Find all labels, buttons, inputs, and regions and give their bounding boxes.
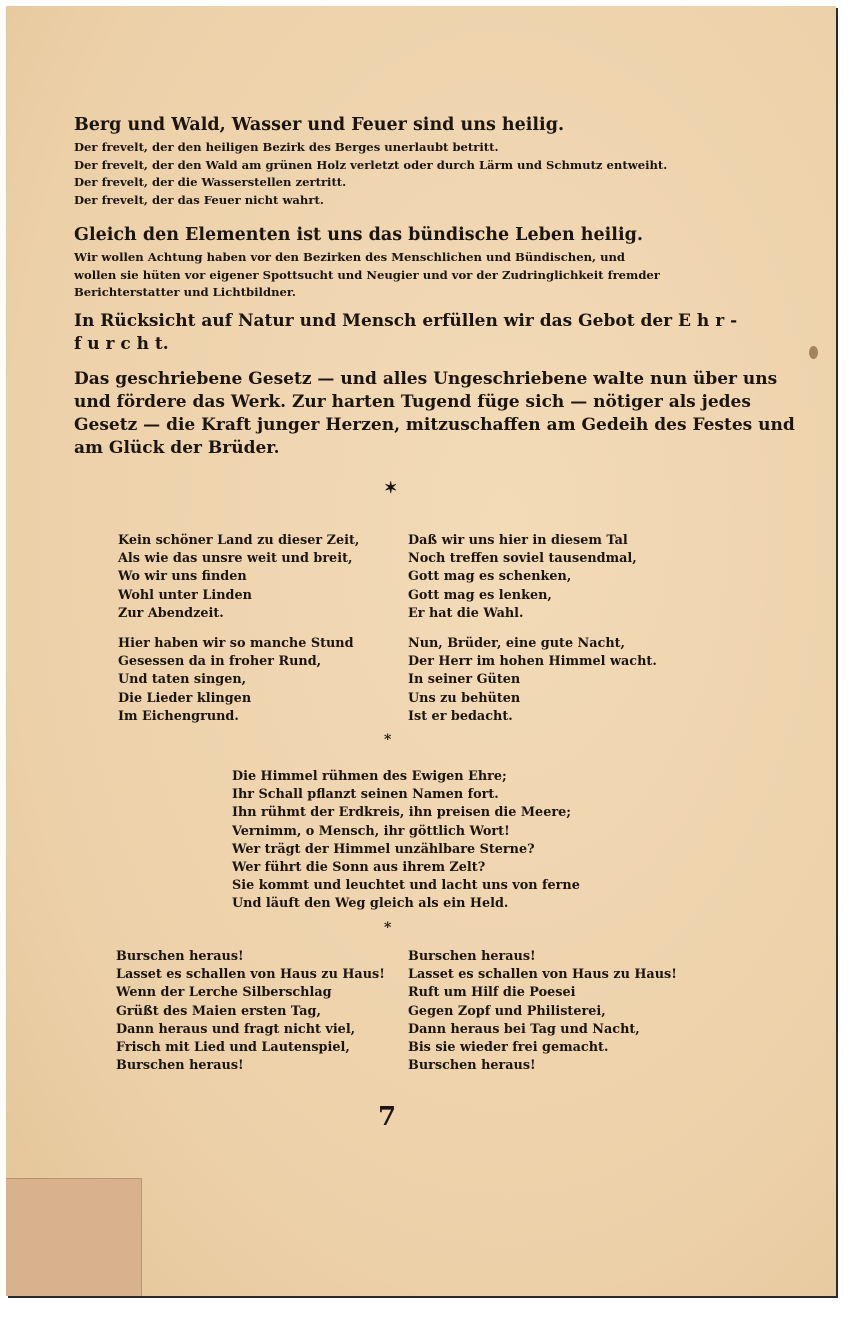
verse-line: Wenn der Lerche Silberschlag [116, 985, 332, 1001]
page-number: 7 [378, 1102, 397, 1132]
song1-left-column [118, 532, 359, 726]
verse-line: Gesessen da in froher Rund, [118, 654, 322, 670]
verse-line: Ist er bedacht. [408, 708, 513, 724]
section-respect [74, 310, 738, 356]
verse-line: Hier haben wir so manche Stund [118, 636, 354, 652]
text-line: am Glück der Brüder. [74, 438, 280, 458]
verse-line: Im Eichengrund. [118, 708, 239, 724]
section-heading: Berg und Wald, Wasser und Feuer sind uns heilig. [74, 115, 565, 135]
verse-line: Wo wir uns finden [118, 569, 247, 585]
section-community [74, 224, 714, 302]
verse-line: Burschen heraus! [408, 949, 536, 964]
verse-line: Grüßt des Maien ersten Tag, [116, 1003, 321, 1019]
text-line: Der frevelt, der den Wald am grünen Holz verletzt oder durch Lärm und Schmutz entweiht. [74, 157, 668, 172]
verse-line: Zur Abendzeit. [118, 605, 224, 621]
text-line: Der frevelt, der die Wasserstellen zertritt. [74, 175, 347, 189]
section-law [74, 368, 795, 460]
verse-line: Als wie das unsre weit und breit, [118, 551, 353, 567]
text-line: wollen sie hüten vor eigener Spottsucht und Neugier und vor der Zudringlichkeit fremder [74, 267, 660, 282]
verse-line: Lasset es schallen von Haus zu Haus! [408, 967, 677, 983]
text-line: f u r c h t. [74, 334, 169, 354]
text-line: In Rücksicht auf Natur und Mensch erfüllen wir das Gebot der E h r - [74, 311, 738, 331]
section-heading: Gleich den Elementen ist uns das bündische Leben heilig. [74, 225, 643, 245]
verse-line: Uns zu behüten [408, 690, 521, 706]
verse-line: Gott mag es schenken, [408, 569, 572, 585]
verse-line: Gott mag es lenken, [408, 587, 552, 603]
verse-line: Kein schöner Land zu dieser Zeit, [118, 533, 360, 548]
verse-line: Dann heraus und fragt nicht viel, [116, 1021, 356, 1037]
verse-line: Bis sie wieder frei gemacht. [408, 1040, 609, 1056]
verse-line: Ihn rühmt der Erdkreis, ihn preisen die Meere; [232, 805, 571, 821]
separator-star: ✶ [384, 478, 398, 497]
separator-asterisk: * [384, 732, 392, 748]
song1-right-column [408, 532, 657, 726]
separator-asterisk: * [384, 920, 392, 936]
verse-line: Burschen heraus! [116, 1058, 244, 1074]
verse-line: Die Lieder klingen [118, 690, 252, 706]
verse-line: Gegen Zopf und Philisterei, [408, 1003, 606, 1019]
verse-line: Dann heraus bei Tag und Nacht, [408, 1021, 640, 1037]
verse-line: Daß wir uns hier in diesem Tal [408, 533, 628, 548]
verse-line: Ruft um Hilf die Poesei [408, 985, 576, 1001]
tape-patch [6, 1178, 142, 1296]
verse-line: Wer führt die Sonn aus ihrem Zelt? [232, 860, 486, 876]
text-line: und fördere das Werk. Zur harten Tugend füge sich — nötiger als jedes [74, 392, 751, 412]
text-line: Wir wollen Achtung haben vor den Bezirken des Menschlichen und Bündischen, und [74, 250, 626, 264]
text-line: Der frevelt, der das Feuer nicht wahrt. [74, 192, 324, 207]
text-line: Gesetz — die Kraft junger Herzen, mitzuschaffen am Gedeih des Festes und [74, 415, 795, 435]
song3-left-column [116, 948, 385, 1075]
paper-stain [809, 346, 818, 359]
text-line: Berichterstatter und Lichtbildner. [74, 285, 296, 299]
verse-line: Nun, Brüder, eine gute Nacht, [408, 636, 626, 652]
text-line: Das geschriebene Gesetz — und alles Ungeschriebene walte nun über uns [74, 369, 778, 389]
verse-line: Der Herr im hohen Himmel wacht. [408, 654, 657, 670]
section-nature [74, 114, 714, 209]
verse-line: Burschen heraus! [408, 1058, 536, 1074]
verse-line: Lasset es schallen von Haus zu Haus! [116, 967, 385, 983]
document-page [6, 6, 836, 1296]
song3-right-column [408, 948, 677, 1075]
verse-line: Und taten singen, [118, 672, 247, 688]
verse-line: Noch treffen soviel tausendmal, [408, 551, 637, 567]
verse-line: Frisch mit Lied und Lautenspiel, [116, 1040, 350, 1056]
verse-line: Wer trägt der Himmel unzählbare Sterne? [232, 841, 535, 857]
verse-line: In seiner Güten [408, 672, 521, 688]
verse-line: Wohl unter Linden [118, 587, 252, 603]
text-line: Der frevelt, der den heiligen Bezirk des Berges unerlaubt betritt. [74, 140, 499, 154]
verse-line: Die Himmel rühmen des Ewigen Ehre; [232, 769, 507, 784]
verse-line: Er hat die Wahl. [408, 605, 524, 621]
song2-column [232, 768, 580, 914]
verse-line: Ihr Schall pflanzt seinen Namen fort. [232, 787, 499, 803]
verse-line: Vernimm, o Mensch, ihr göttlich Wort! [232, 823, 510, 839]
verse-line: Und läuft den Weg gleich als ein Held. [232, 896, 509, 912]
verse-line: Burschen heraus! [116, 949, 244, 964]
verse-line: Sie kommt und leuchtet und lacht uns von ferne [232, 878, 580, 894]
